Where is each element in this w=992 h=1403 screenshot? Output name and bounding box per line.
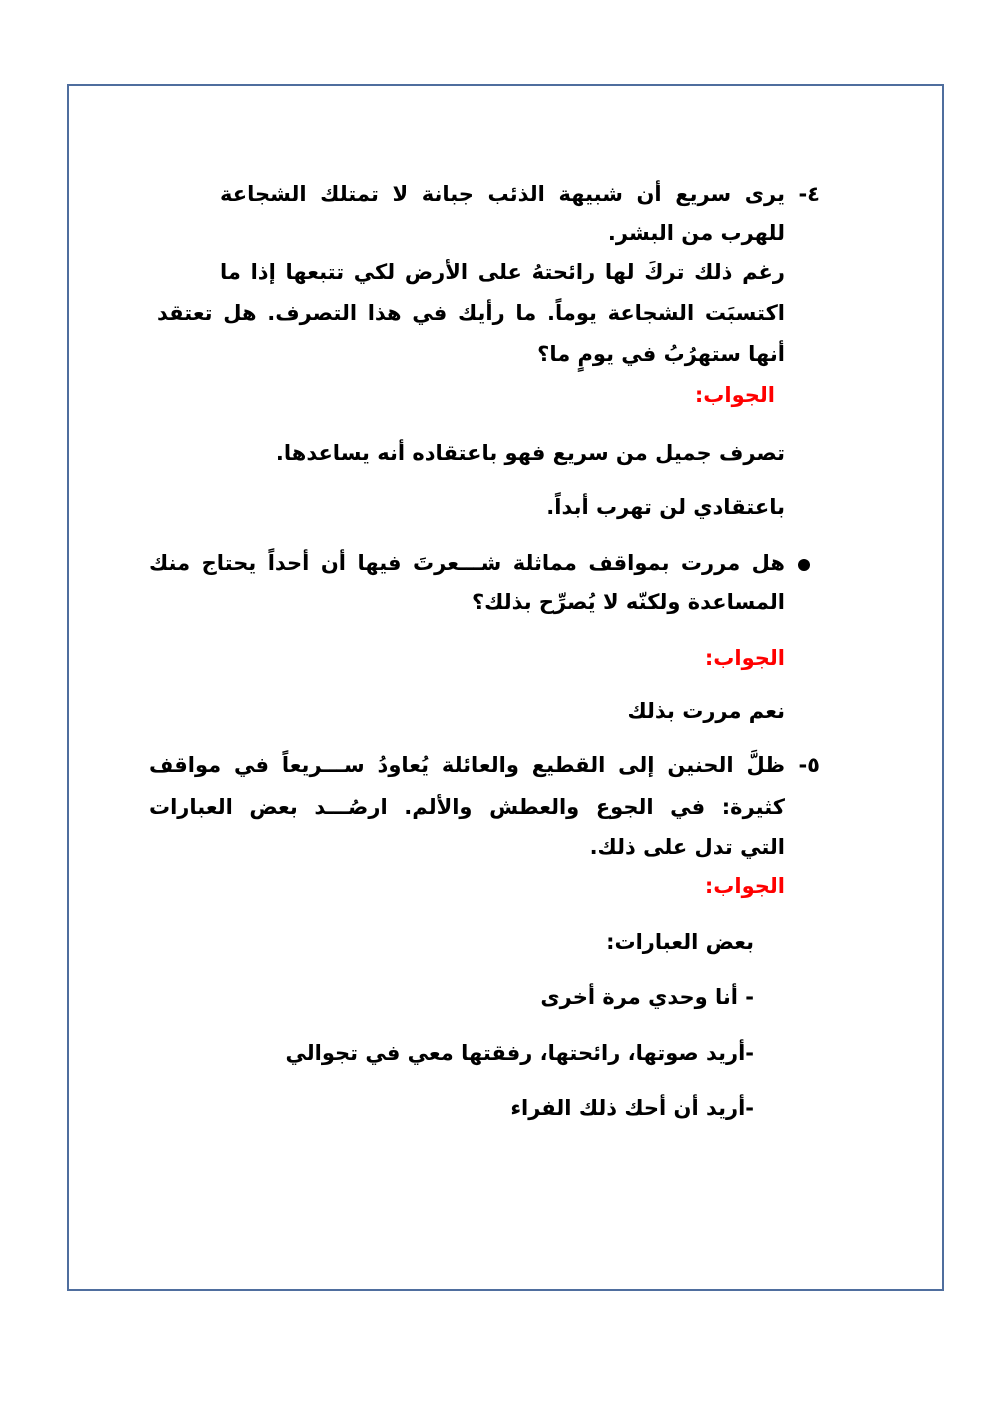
question-4-line-3: رغم ذلك تركَ لها رائحتهُ على الأرض لكي تتبعها إذا ما (220, 260, 785, 284)
bullet-question-line-1: هل مررت بمواقف مماثلة شـــعرتَ فيها أن أحداً يحتاج منك (149, 551, 785, 575)
question-5-phrase-2: -أريد صوتها، رائحتها، رفقتها معي في تجوالي (285, 1041, 754, 1065)
question-4-line-5: أنها ستهرُبُ في يومٍ ما؟ (537, 342, 785, 366)
question-5-answer-label: الجواب: (704, 874, 785, 898)
question-4-line-4: اكتسبَت الشجاعة يوماً. ما رأيك في هذا التصرف. هل تعتقد (157, 301, 785, 325)
bullet-answer-label: الجواب: (704, 646, 785, 670)
bullet-answer: نعم مررت بذلك (627, 699, 785, 723)
question-4-answer-label: الجواب: (694, 383, 775, 407)
question-4-line-2: للهرب من البشر. (607, 221, 785, 245)
bullet-question-line-2: المساعدة ولكنّه لا يُصرِّح بذلك؟ (471, 590, 785, 614)
question-5-number: ٥- (798, 753, 820, 777)
question-4-answer-1: تصرف جميل من سريع فهو باعتقاده أنه يساعدها. (275, 441, 785, 465)
question-4-line-1: يرى سريع أن شبيهة الذئب جبانة لا تمتلك الشجاعة (220, 182, 785, 206)
question-4-answer-2: باعتقادي لن تهرب أبداً. (546, 495, 785, 519)
question-5-answer-intro: بعض العبارات: (606, 930, 754, 954)
question-5-phrase-1: - أنا وحدي مرة أخرى (540, 985, 754, 1009)
question-5-line-3: التي تدل على ذلك. (589, 835, 785, 859)
bullet-icon (798, 559, 810, 571)
question-5-line-1: ظلَّ الحنين إلى القطيع والعائلة يُعاودُ ســـريعاً في مواقف (149, 753, 785, 777)
question-4-number: ٤- (798, 182, 820, 206)
question-5-phrase-3: -أريد أن أحك ذلك الفراء (510, 1096, 754, 1120)
question-5-line-2: كثيرة: في الجوع والعطش والألم. ارصُـــد بعض العبارات (149, 795, 785, 819)
